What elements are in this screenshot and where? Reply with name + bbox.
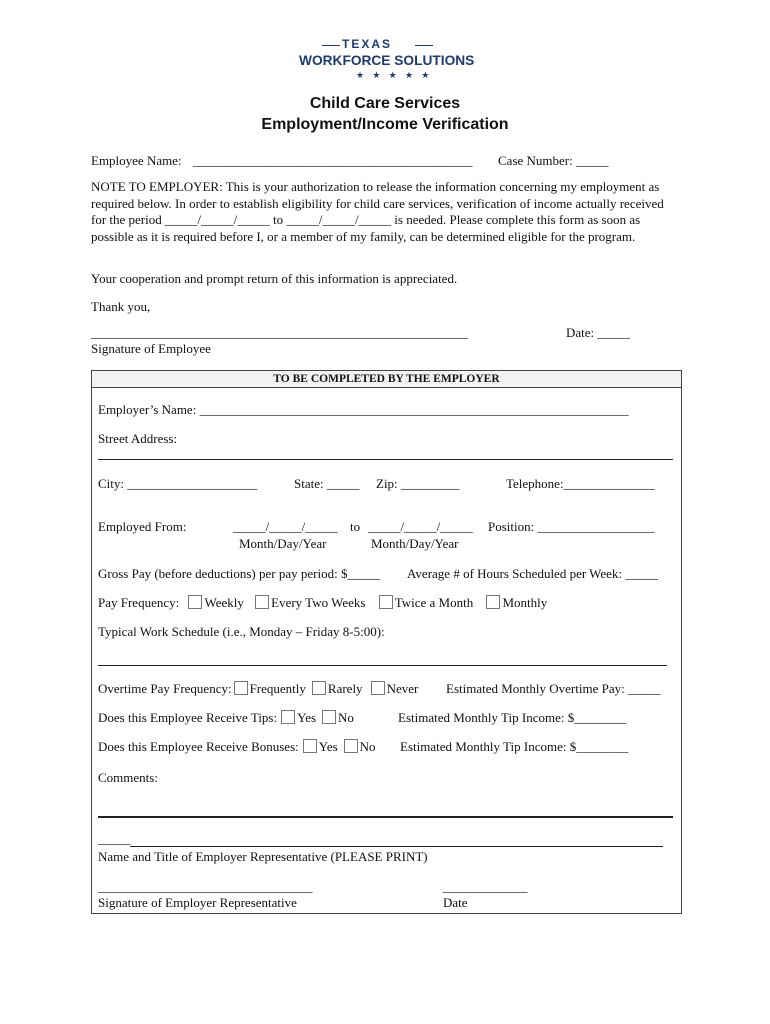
employer-section: [91, 370, 682, 914]
weekly-label: Weekly: [204, 595, 244, 610]
bonus-no-label: No: [359, 739, 376, 754]
rarely-checkbox[interactable]: [312, 681, 326, 695]
rep-signature-label: Signature of Employer Representative: [98, 895, 297, 910]
logo-stars: ★ ★ ★ ★ ★: [356, 70, 433, 80]
overtime-row: [98, 681, 418, 697]
comments-line[interactable]: [98, 816, 673, 818]
employee-signature-field[interactable]: __________________________________________________________: [91, 325, 468, 340]
employed-from-label: Employed From:: [98, 519, 187, 534]
note-to-employer: NOTE TO EMPLOYER: This is your authorization to release the information concerning my employment as required below. In order to establish eligibility for child care services, verification of income actually received for the period _____/_____/_____ to _____/_____/_____ is needed. Please complete this form as soon as possible as it is required before I, or a member of my family, can be determined eligible for the program.: [91, 179, 664, 244]
twice-a-month-label: Twice a Month: [394, 595, 474, 610]
date-format-hint-1: Month/Day/Year: [239, 536, 327, 551]
overtime-label: Overtime Pay Frequency:: [98, 681, 232, 696]
rep-date-field[interactable]: _____________: [443, 879, 528, 894]
never-checkbox[interactable]: [371, 681, 385, 695]
average-hours-field[interactable]: Average # of Hours Scheduled per Week: _____: [407, 566, 658, 581]
logo-rule-left: [322, 45, 340, 46]
pay-frequency-label: Pay Frequency:: [98, 595, 180, 610]
monthly-checkbox[interactable]: [486, 595, 500, 609]
rep-name-blank[interactable]: _____: [98, 831, 131, 846]
tips-no-label: No: [338, 710, 354, 725]
bonus-no-checkbox[interactable]: [344, 739, 358, 753]
employed-to-label: to: [350, 519, 361, 534]
bonus-label: Does this Employee Receive Bonuses:: [98, 739, 299, 754]
position-field[interactable]: Position: __________________: [488, 519, 655, 534]
logo-workforce-solutions: WORKFORCE SOLUTIONS: [299, 52, 475, 68]
tips-yes-checkbox[interactable]: [281, 710, 295, 724]
bonus-yes-checkbox[interactable]: [303, 739, 317, 753]
employee-date-field[interactable]: Date: _____: [566, 325, 630, 340]
street-address-label: Street Address:: [98, 431, 178, 446]
estimated-tip-income-field[interactable]: Estimated Monthly Tip Income: $________: [398, 710, 627, 725]
telephone-field[interactable]: Telephone:______________: [506, 476, 655, 491]
weekly-checkbox[interactable]: [188, 595, 202, 609]
tips-row: [98, 710, 354, 726]
frequently-label: Frequently: [249, 681, 306, 696]
employer-name-field[interactable]: Employer’s Name: __________________________________________________________________: [98, 402, 629, 417]
estimated-bonus-income-field[interactable]: Estimated Monthly Tip Income: $________: [400, 739, 629, 754]
employee-name-field[interactable]: ___________________________________________: [193, 153, 473, 168]
logo-texas: TEXAS: [342, 37, 393, 51]
tips-label: Does this Employee Receive Tips:: [98, 710, 278, 725]
gross-pay-field[interactable]: Gross Pay (before deductions) per pay period: $_____: [98, 566, 380, 581]
rep-date-label: Date: [443, 895, 468, 910]
street-address-line[interactable]: [98, 459, 673, 460]
logo-rule-right: [415, 45, 433, 46]
employer-section-header: TO BE COMPLETED BY THE EMPLOYER: [92, 371, 681, 388]
rep-name-line[interactable]: [130, 846, 663, 847]
typical-schedule-line[interactable]: [98, 665, 667, 666]
cooperation-text: Your cooperation and prompt return of this information is appreciated.: [91, 271, 458, 286]
comments-label: Comments:: [98, 770, 158, 785]
form-title: Child Care Services: [309, 95, 461, 112]
case-number-field[interactable]: Case Number: _____: [498, 153, 609, 168]
city-field[interactable]: City: ____________________: [98, 476, 258, 491]
rep-signature-field[interactable]: _________________________________: [98, 879, 313, 894]
bonus-row: [98, 739, 376, 755]
zip-field[interactable]: Zip: _________: [376, 476, 460, 491]
every-two-weeks-checkbox[interactable]: [255, 595, 269, 609]
tips-yes-label: Yes: [297, 710, 317, 725]
rep-name-label: Name and Title of Employer Representative (PLEASE PRINT): [98, 849, 428, 864]
tips-no-checkbox[interactable]: [322, 710, 336, 724]
rarely-label: Rarely: [327, 681, 363, 696]
employee-signature-label: Signature of Employee: [91, 341, 211, 356]
never-label: Never: [386, 681, 419, 696]
form-subtitle: Employment/Income Verification: [261, 116, 509, 133]
every-two-weeks-label: Every Two Weeks: [271, 595, 366, 610]
employee-name-label: Employee Name:: [91, 153, 182, 168]
frequently-checkbox[interactable]: [234, 681, 248, 695]
employed-to-date-field[interactable]: _____/_____/_____: [368, 519, 473, 534]
estimated-overtime-field[interactable]: Estimated Monthly Overtime Pay: _____: [446, 681, 661, 696]
state-field[interactable]: State: _____: [294, 476, 360, 491]
employed-from-date-field[interactable]: _____/_____/_____: [233, 519, 338, 534]
monthly-label: Monthly: [502, 595, 548, 610]
bonus-yes-label: Yes: [318, 739, 338, 754]
date-format-hint-2: Month/Day/Year: [371, 536, 459, 551]
typical-schedule-label: Typical Work Schedule (i.e., Monday – Friday 8-5:00):: [98, 624, 385, 639]
thank-you-text: Thank you,: [91, 299, 151, 314]
pay-frequency-row: [98, 595, 547, 611]
twice-a-month-checkbox[interactable]: [379, 595, 393, 609]
